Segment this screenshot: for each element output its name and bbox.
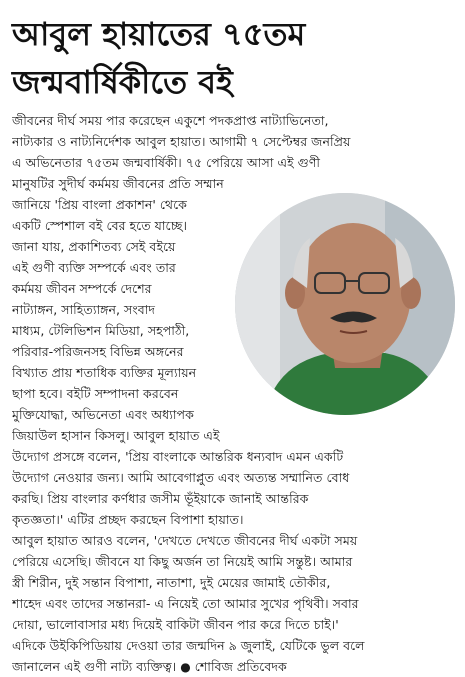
body-line: এদিকে উইকিপিডিয়ায় দেওয়া তার জন্মদিন ৯ জুলাই, যেটিকে ভুল বলে	[12, 638, 365, 653]
body-line-last	[12, 656, 457, 677]
article-body	[12, 110, 457, 677]
body-line: এই গুণী ব্যক্তি সম্পর্কে এবং তার	[12, 260, 176, 275]
body-line: মানুষটির সুদীর্ঘ কর্মময় জীবনের প্রতি সম্মান	[12, 176, 224, 191]
body-line: উদ্যোগ প্রসঙ্গে বলেন, 'প্রিয় বাংলাকে আন্তরিক ধন্যবাদ এমন একটি	[12, 449, 344, 464]
body-line: একটি স্পেশাল বই বের হতে যাচ্ছে।	[12, 218, 188, 233]
body-line-text: জানালেন এই গুণী নাট্য ব্যক্তিত্ব।	[12, 659, 177, 674]
body-line: নাট্যকার ও নাট্যনির্দেশক আবুল হায়াত। আগামী ৭ সেপ্টেম্বর জনপ্রিয়	[12, 134, 351, 149]
body-line: মাধ্যম, টেলিভিশন মিডিয়া, সহপাঠী,	[12, 323, 190, 338]
headline	[12, 10, 457, 106]
body-line: পরিবার-পরিজনসহ বিভিন্ন অঙ্গনের	[12, 344, 184, 359]
body-line: স্ত্রী শিরীন, দুই সন্তান বিপাশা, নাতাশা, দুই মেয়ের জামাই তৌকীর,	[12, 575, 331, 590]
body-line: জানা যায়, প্রকাশিতব্য সেই বইয়ে	[12, 239, 176, 254]
body-line: পেরিয়ে এসেছি। জীবনে যা কিছু অর্জন তা নিয়েই আমি সন্তুষ্ট। আমার	[12, 554, 353, 569]
body-line: উদ্যোগ নেওয়ার জন্য। আমি আবেগাপ্লুত এবং অত্যন্ত সম্মানিত বোধ	[12, 470, 350, 485]
body-line: কর্মময় জীবন সম্পর্কে দেশের	[12, 281, 152, 296]
body-line: আবুল হায়াত আরও বলেন, 'দেখতে দেখতে জীবনের দীর্ঘ একটা সময়	[12, 533, 358, 548]
body-line: এ অভিনেতার ৭৫তম জন্মবার্ষিকী। ৭৫ পেরিয়ে আসা এই গুণী	[12, 155, 321, 170]
body-line: বিখ্যাত প্রায় শতাধিক ব্যক্তির মূল্যায়ন	[12, 365, 197, 380]
headline-line: আবুল হায়াতের ৭৫তম	[12, 15, 306, 53]
body-line: শাহেদ এবং তাদের সন্তানরা- এ নিয়েই তো আমার সুখের পৃথিবী। সবার	[12, 596, 359, 611]
byline-bullet-icon: ●	[180, 660, 191, 674]
body-line: জিয়াউল হাসান কিসলু। আবুল হায়াত এই	[12, 428, 220, 443]
body-line: ছাপা হবে। বইটি সম্পাদনা করবেন	[12, 386, 179, 401]
byline: শোবিজ প্রতিবেদক	[194, 659, 287, 674]
headline-line: জন্মবার্ষিকীতে বই	[12, 63, 233, 101]
body-line: করছি। প্রিয় বাংলার কর্ণধার জসীম ভূঁইয়াকে জানাই আন্তরিক	[12, 491, 309, 506]
body-line: নাট্যাঙ্গন, সাহিত্যাঙ্গন, সংবাদ	[12, 302, 156, 317]
body-line: মুক্তিযোদ্ধা, অভিনেতা এবং অধ্যাপক	[12, 407, 194, 422]
body-line: কৃতজ্ঞতা।' এটির প্রচ্ছদ করছেন বিপাশা হায়াত।	[12, 512, 244, 527]
body-line: জানিয়ে 'প্রিয় বাংলা প্রকাশন' থেকে	[12, 197, 187, 212]
body-line: দোয়া, ভালোবাসার মধ্য দিয়েই বাকিটা জীবন পার করে দিতে চাই।'	[12, 617, 339, 632]
body-line: জীবনের দীর্ঘ সময় পার করেছেন একুশে পদকপ্রাপ্ত নাট্যাভিনেতা,	[12, 113, 329, 128]
